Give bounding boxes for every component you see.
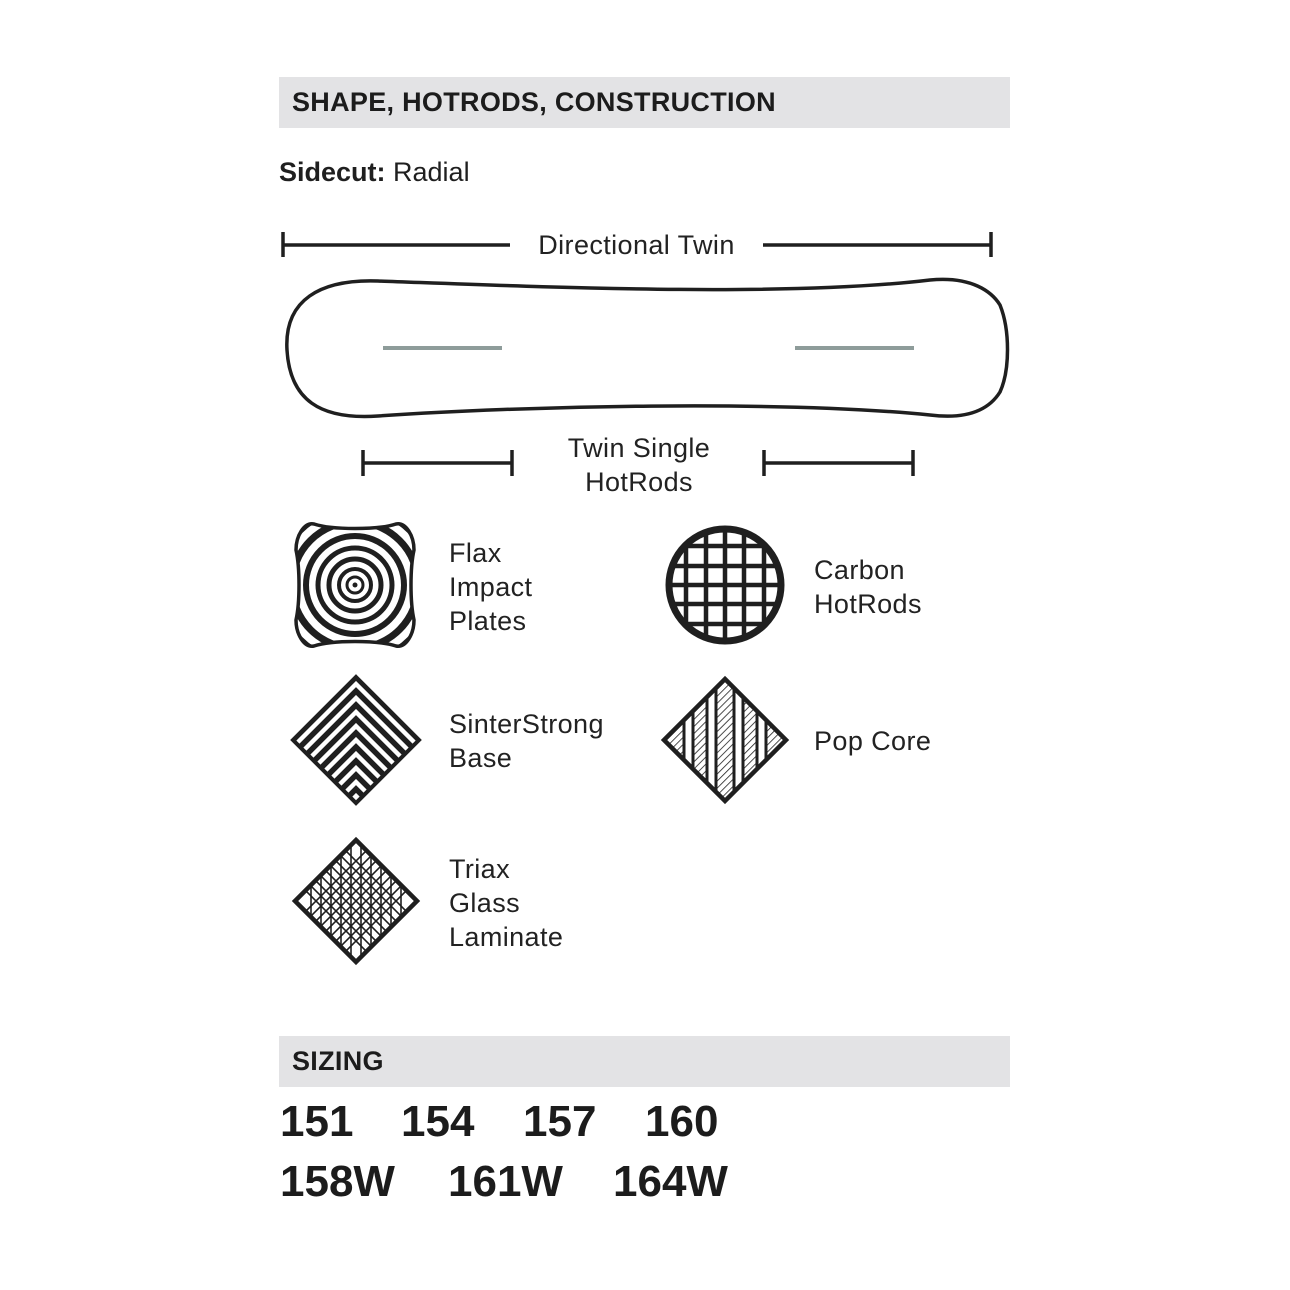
size-value: 151 <box>280 1097 354 1146</box>
feature-label-sinterstrong: SinterStrong Base <box>449 709 604 773</box>
feature-label-popcore: Pop Core <box>814 726 932 756</box>
size-value: 157 <box>523 1097 597 1146</box>
feature-label-triax: Triax Glass Laminate <box>449 854 564 952</box>
sizes-row-regular <box>280 1097 880 1149</box>
size-value: 160 <box>645 1097 719 1146</box>
feature-label-flax: Flax Impact Plates <box>449 538 533 636</box>
hotrods-label-line2: HotRods <box>585 467 693 497</box>
sizing-section-header <box>279 1036 1010 1087</box>
pop-core-icon <box>660 675 790 805</box>
size-value: 164W <box>613 1157 728 1206</box>
feature-label-carbon: Carbon HotRods <box>814 555 922 619</box>
sinterstrong-base-icon <box>289 673 423 807</box>
triax-glass-laminate-icon <box>291 836 421 966</box>
size-value: 161W <box>448 1157 563 1206</box>
sizes-row-wide <box>280 1157 880 1209</box>
construction-section-title: SHAPE, HOTRODS, CONSTRUCTION <box>292 87 776 117</box>
sidecut-value: Radial <box>393 157 470 187</box>
size-value: 158W <box>280 1157 395 1206</box>
carbon-hotrods-icon <box>664 524 786 646</box>
size-value: 154 <box>401 1097 475 1146</box>
directional-twin-label: Directional Twin <box>538 230 735 260</box>
flax-impact-plates-icon <box>290 520 420 650</box>
sizing-section-title: SIZING <box>292 1046 384 1076</box>
sidecut-label: Sidecut: <box>279 157 386 187</box>
hotrods-label-line1: Twin Single <box>567 433 711 463</box>
